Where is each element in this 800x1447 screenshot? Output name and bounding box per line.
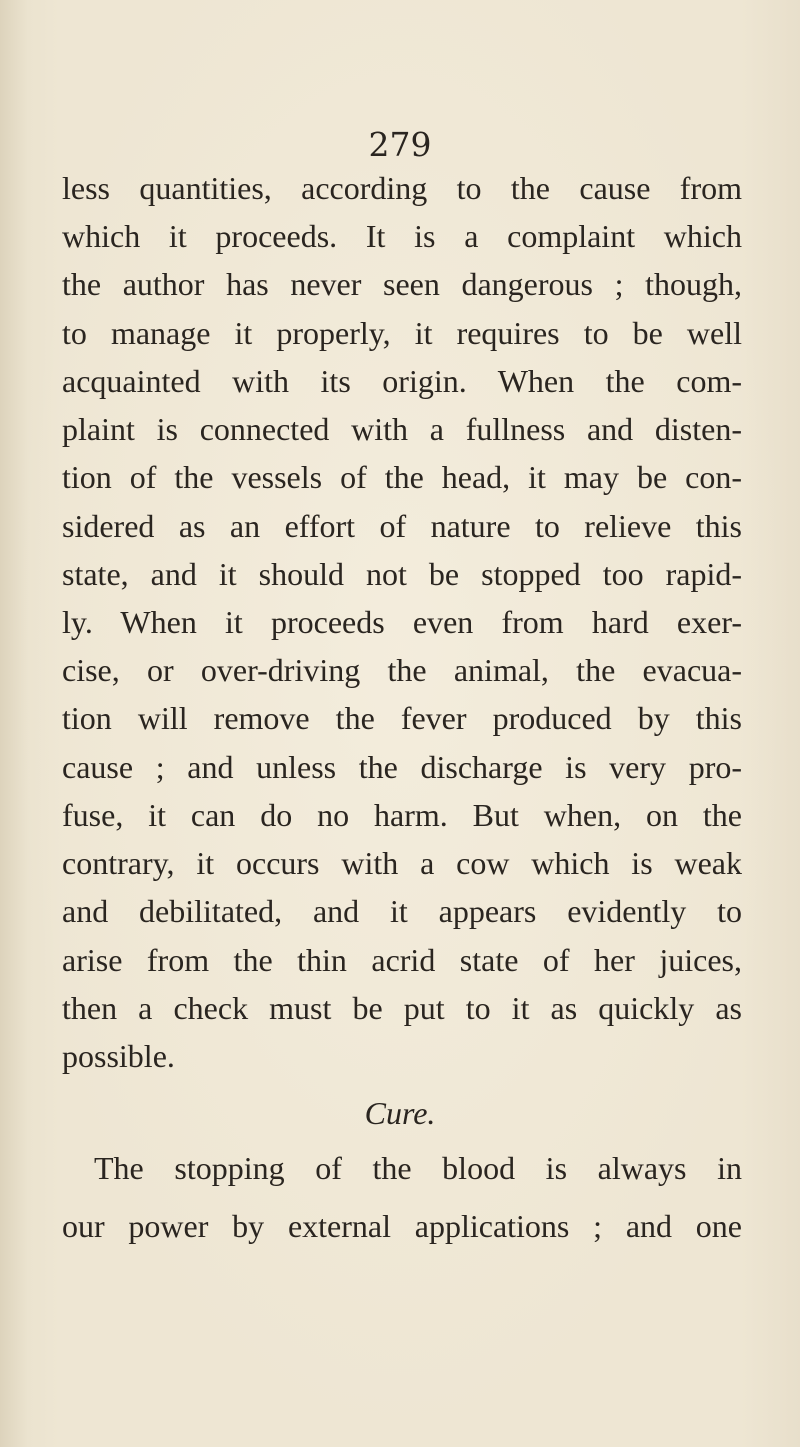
text-line: acquainted with its origin. When the com- bbox=[62, 363, 742, 399]
text-line: less quantities, according to the cause from bbox=[62, 170, 742, 206]
page-number: 279 bbox=[368, 125, 432, 164]
text-line: tion will remove the fever produced by this bbox=[62, 700, 742, 736]
text-line: tion of the vessels of the head, it may be con- bbox=[62, 459, 742, 495]
text-line: and debilitated, and it appears evidently to bbox=[62, 893, 742, 929]
text-line: cause ; and unless the discharge is very pro- bbox=[62, 749, 742, 785]
text-line: The stopping of the blood is always in bbox=[94, 1150, 742, 1186]
text-line: sidered as an effort of nature to relieve this bbox=[62, 508, 742, 544]
text-line: ly. When it proceeds even from hard exer- bbox=[62, 604, 742, 640]
text-line: state, and it should not be stopped too rapid- bbox=[62, 556, 742, 592]
text-line: then a check must be put to it as quickly as bbox=[62, 990, 742, 1026]
text-line: which it proceeds. It is a complaint which bbox=[62, 218, 742, 254]
text-line: cise, or over-driving the animal, the evacua- bbox=[62, 652, 742, 688]
text-line: fuse, it can do no harm. But when, on the bbox=[62, 797, 742, 833]
text-line: contrary, it occurs with a cow which is weak bbox=[62, 845, 742, 881]
section-heading: Cure. bbox=[364, 1095, 436, 1131]
text-line: to manage it properly, it requires to be well bbox=[62, 315, 742, 351]
text-line: plaint is connected with a fullness and disten- bbox=[62, 411, 742, 447]
text-line: arise from the thin acrid state of her juices, bbox=[62, 942, 742, 978]
text-line: our power by external applications ; and one bbox=[62, 1208, 742, 1244]
text-line: the author has never seen dangerous ; though, bbox=[62, 266, 742, 302]
text-line: possible. bbox=[62, 1038, 175, 1074]
